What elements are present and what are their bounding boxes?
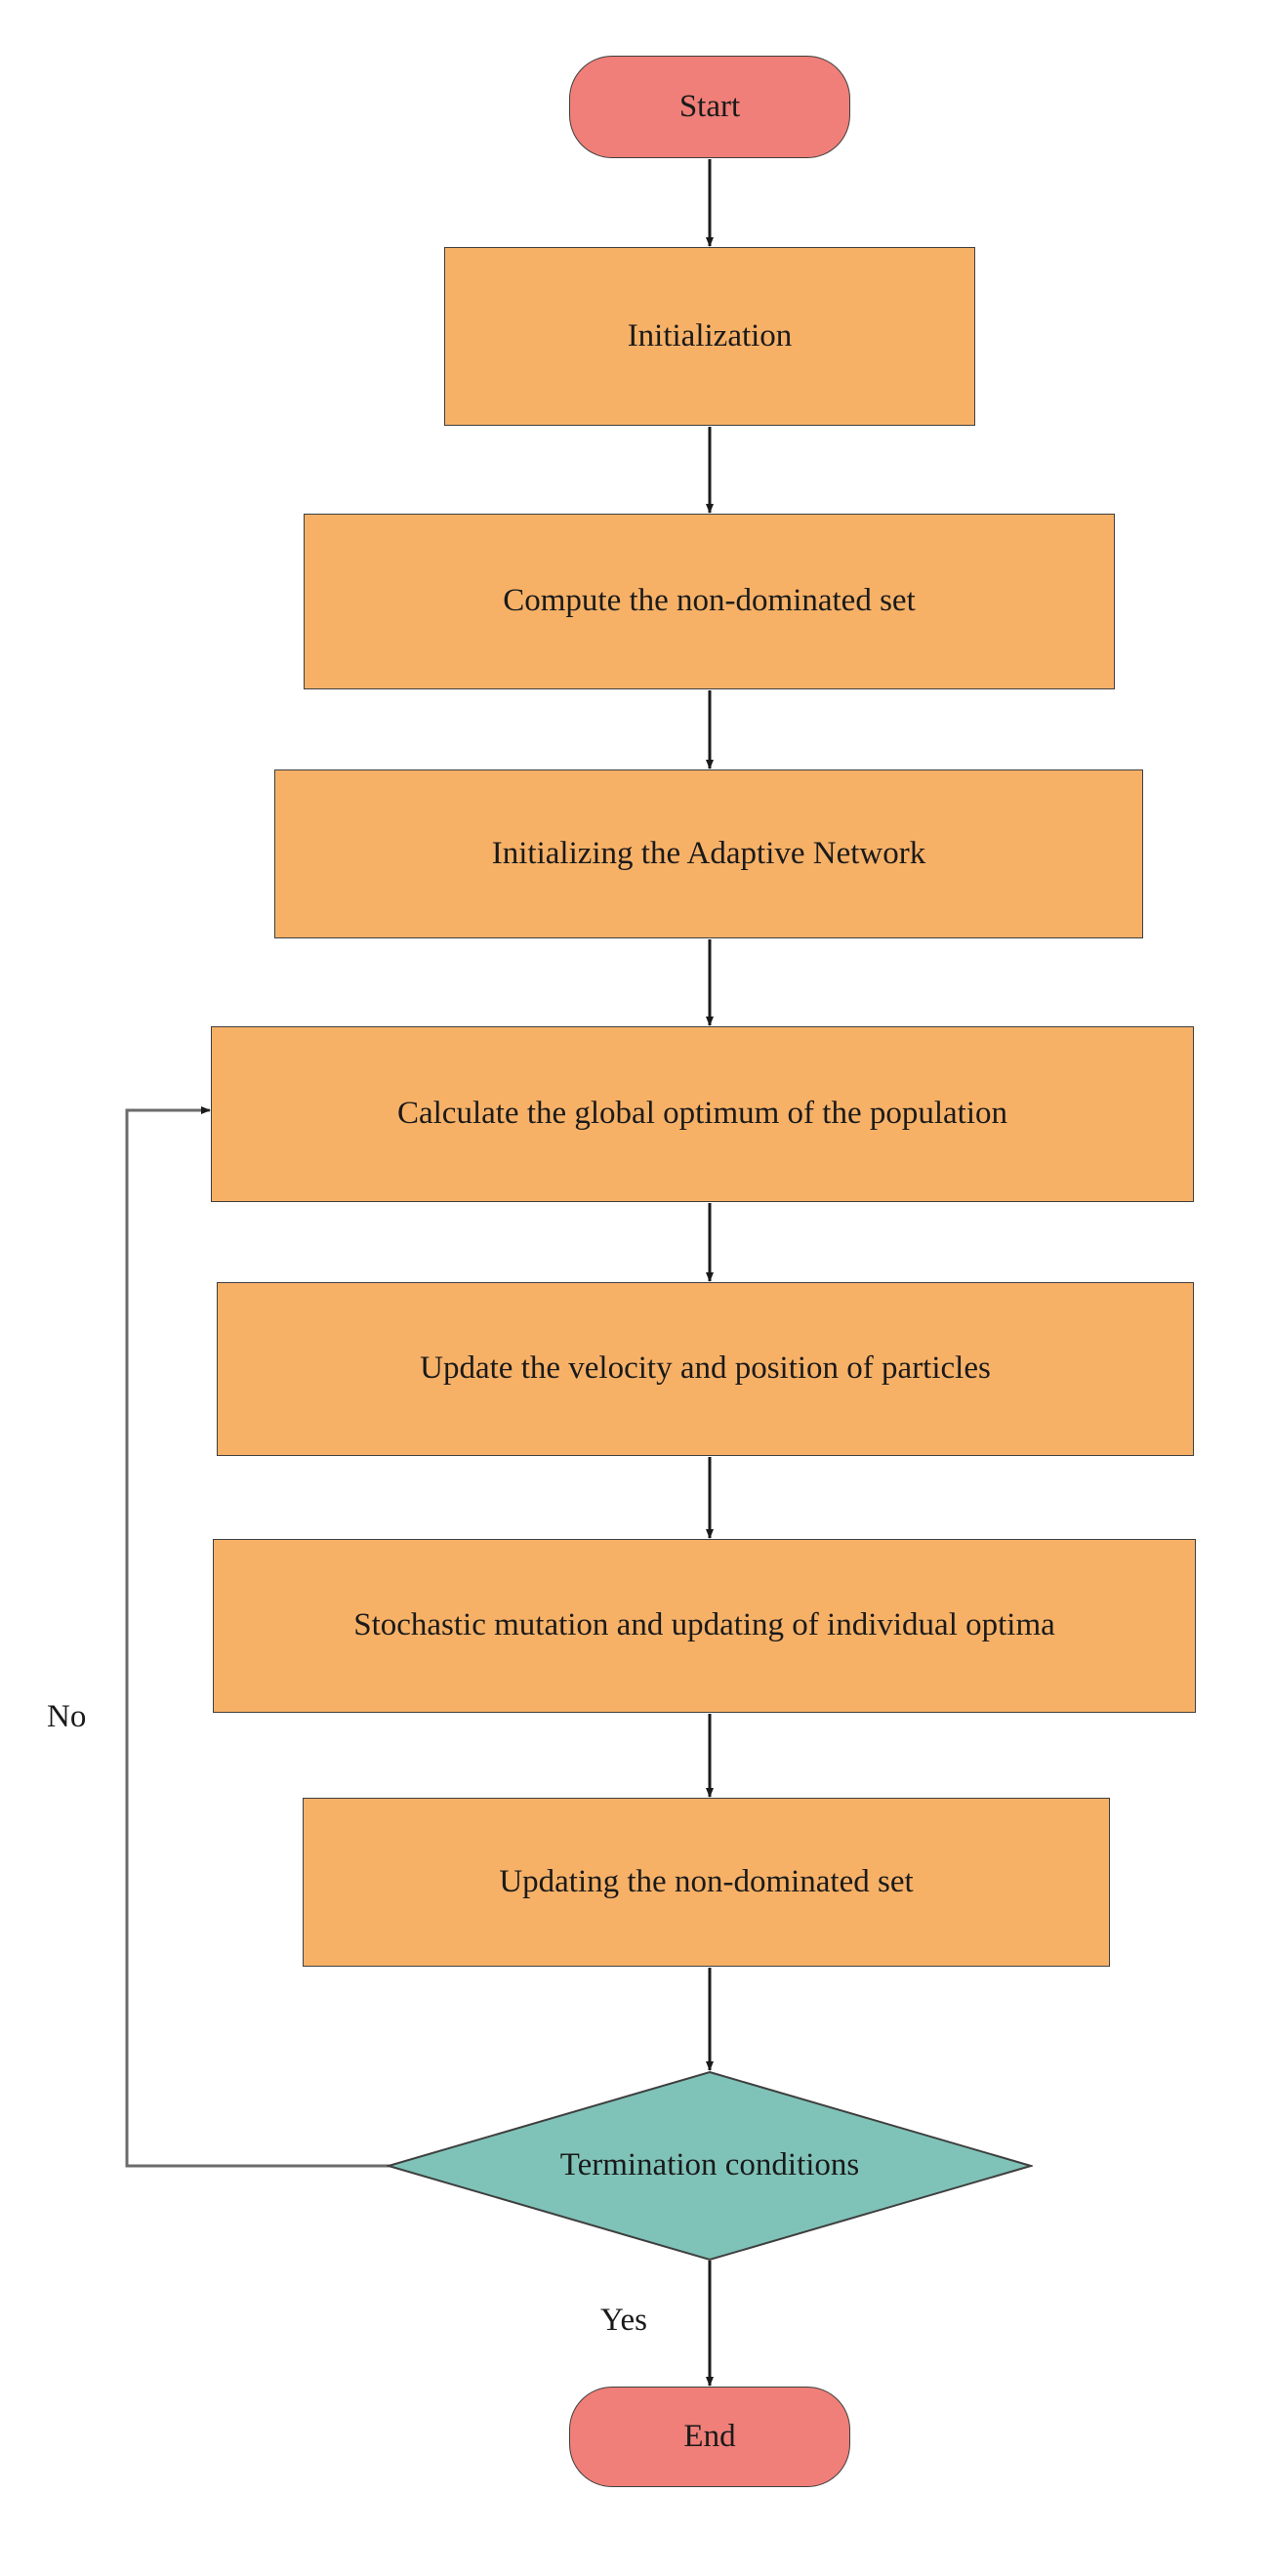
node-termination-conditions[interactable] bbox=[387, 2070, 1033, 2262]
node-update-velocity-position[interactable] bbox=[217, 1282, 1194, 1456]
node-compute-non-dominated-set-label: Compute the non-dominated set bbox=[503, 583, 916, 619]
node-calculate-global-optimum-label: Calculate the global optimum of the population bbox=[396, 1096, 1008, 1132]
node-start-label: Start bbox=[678, 88, 741, 124]
node-calculate-global-optimum[interactable] bbox=[211, 1026, 1194, 1202]
edge-label-yes: Yes bbox=[600, 2303, 648, 2338]
edge-label-no: No bbox=[47, 1699, 87, 1734]
node-initialization[interactable] bbox=[444, 247, 975, 426]
node-update-velocity-position-label: Update the velocity and position of particles bbox=[420, 1350, 991, 1387]
node-updating-non-dominated-set-label: Updating the non-dominated set bbox=[499, 1863, 914, 1899]
node-start[interactable] bbox=[569, 56, 850, 158]
node-initializing-adaptive-network[interactable] bbox=[274, 769, 1143, 938]
node-updating-non-dominated-set[interactable] bbox=[303, 1798, 1110, 1967]
node-stochastic-mutation[interactable] bbox=[213, 1539, 1196, 1713]
node-termination-conditions-label: Termination conditions bbox=[559, 2147, 860, 2183]
node-end-label: End bbox=[683, 2418, 736, 2454]
node-compute-non-dominated-set[interactable] bbox=[304, 514, 1115, 689]
decision-diamond-shape bbox=[387, 2070, 1033, 2262]
node-initialization-label: Initialization bbox=[627, 317, 793, 353]
node-stochastic-mutation-label: Stochastic mutation and updating of individual optima bbox=[353, 1607, 1055, 1643]
node-initializing-adaptive-network-label: Initializing the Adaptive Network bbox=[491, 835, 926, 871]
node-end[interactable] bbox=[569, 2387, 850, 2487]
